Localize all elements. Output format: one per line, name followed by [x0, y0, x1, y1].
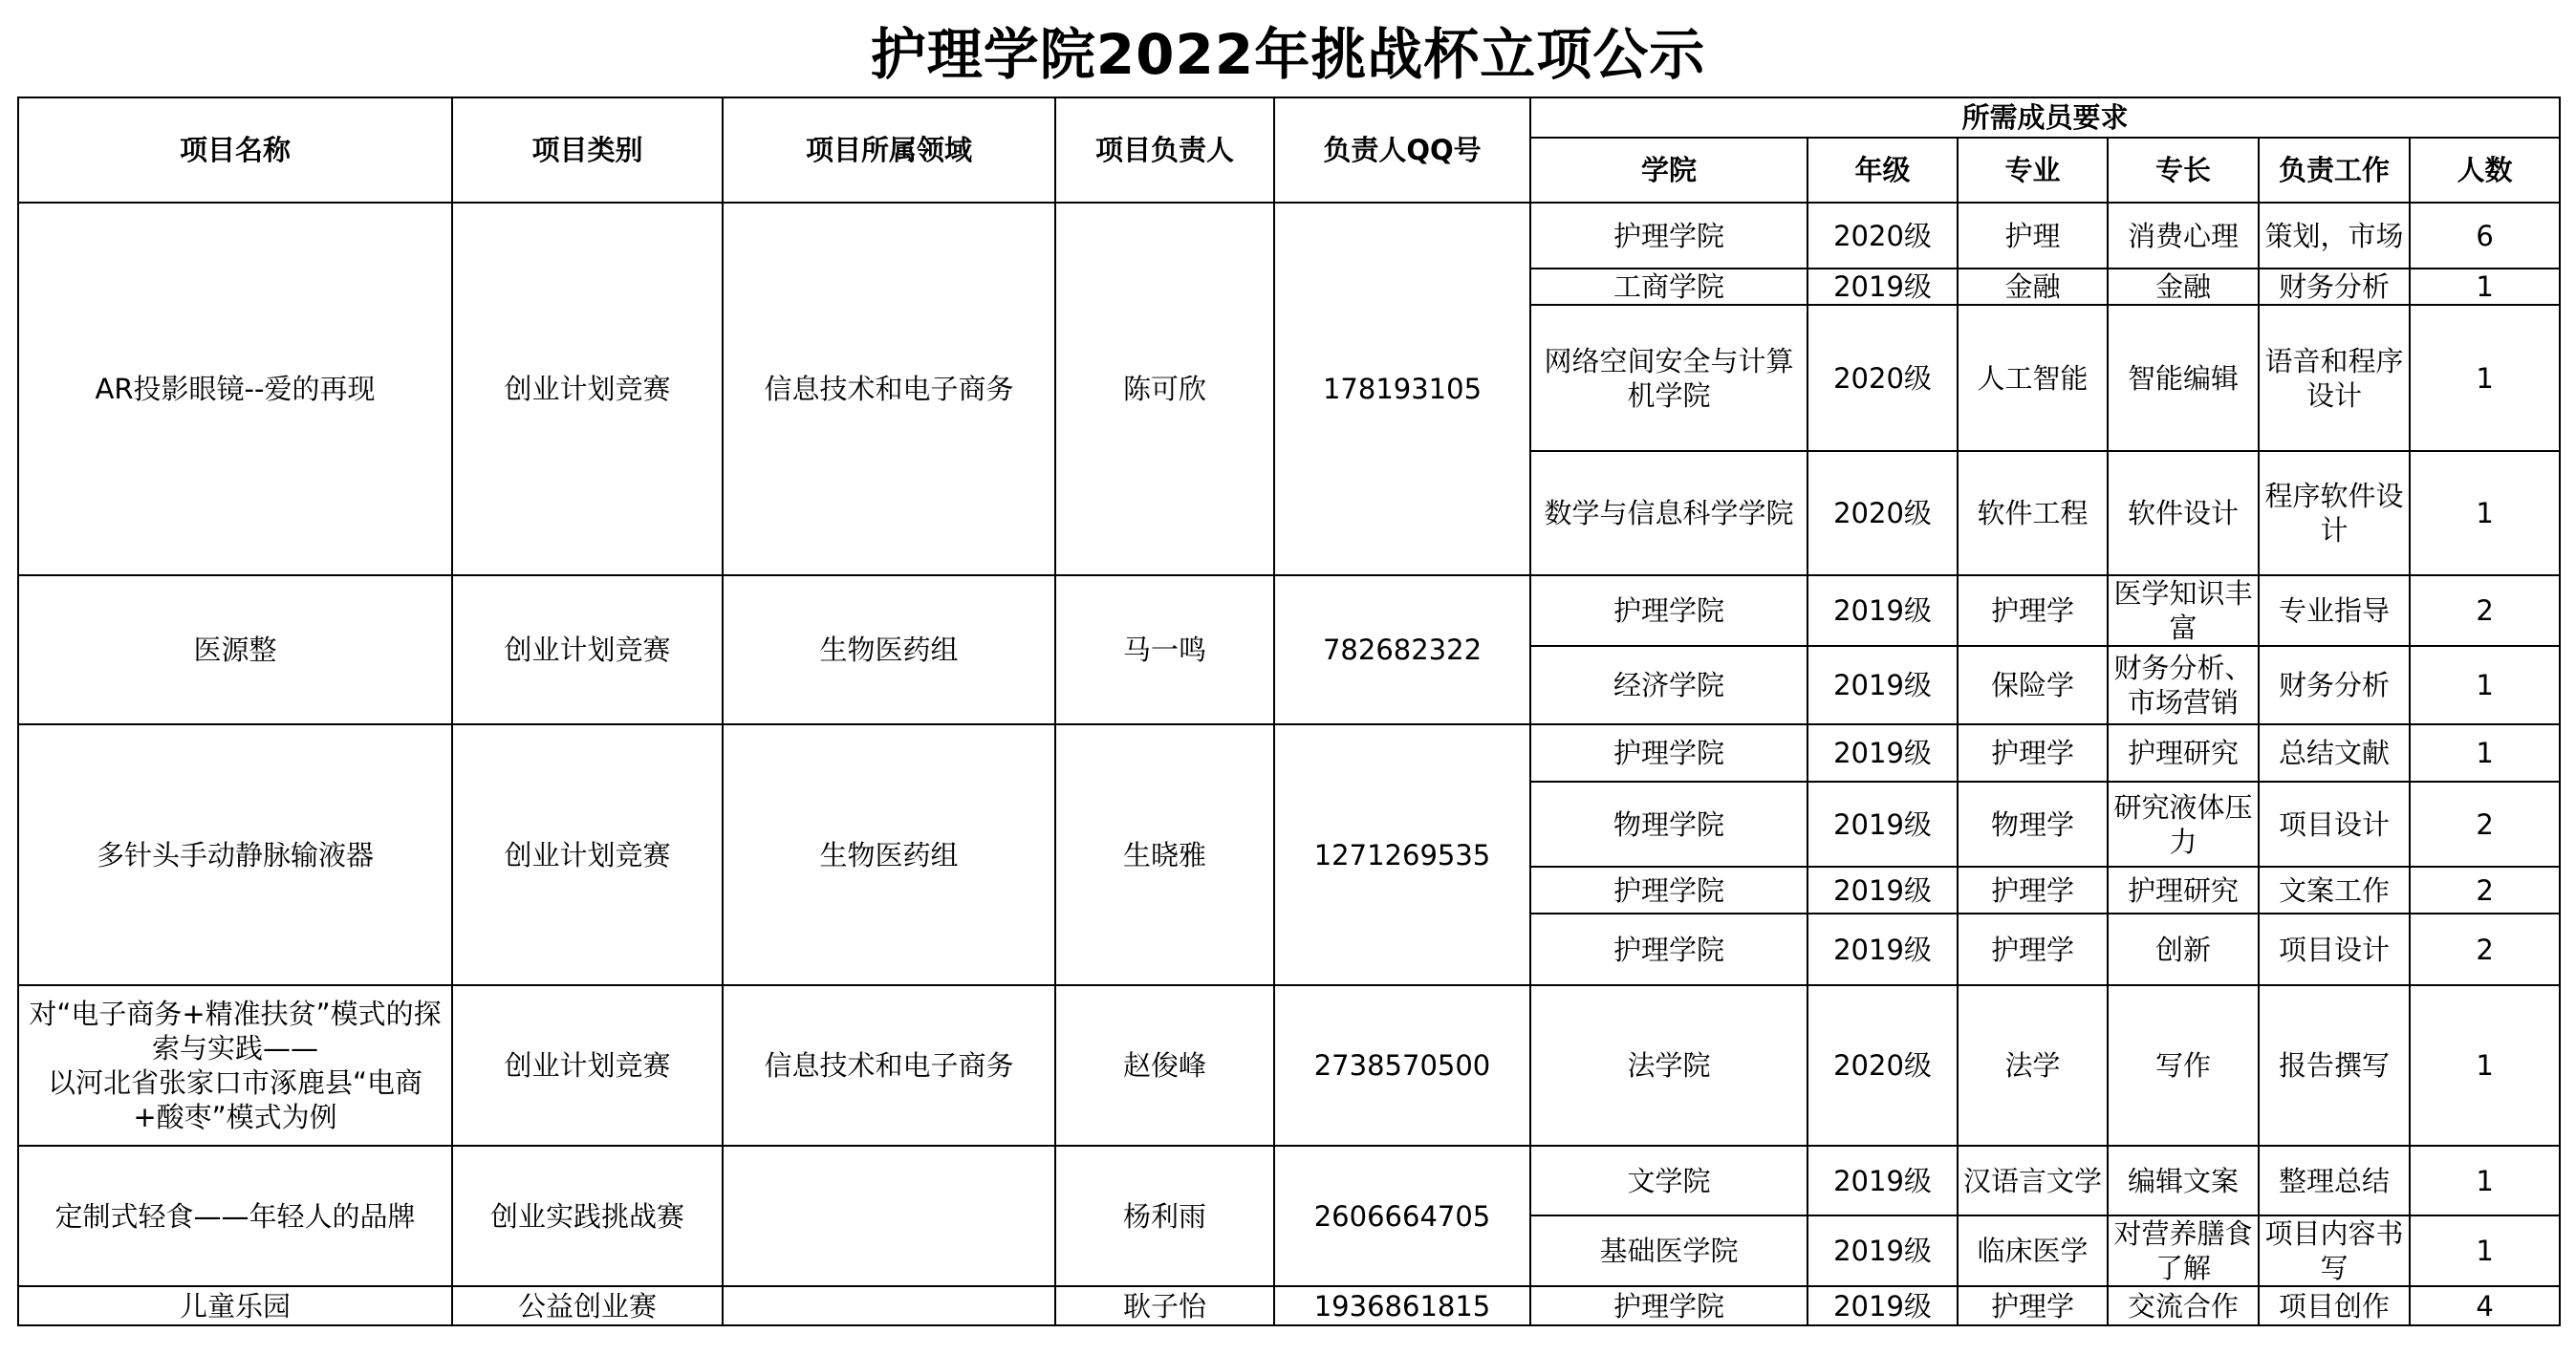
member-skill: 智能编辑: [2108, 305, 2259, 451]
member-count: 2: [2410, 867, 2560, 914]
header-skill: 专长: [2108, 138, 2259, 203]
member-major: 保险学: [1958, 646, 2108, 724]
member-duty: 文案工作: [2259, 867, 2410, 914]
member-skill: 金融: [2108, 269, 2259, 305]
member-count: 1: [2410, 724, 2560, 782]
table-row: [18, 985, 2560, 1146]
header-leader: 项目负责人: [1055, 97, 1274, 203]
project-name: 医源整: [18, 575, 452, 724]
member-college: 数学与信息科学学院: [1530, 451, 1808, 575]
project-name: 多针头手动静脉输液器: [18, 724, 452, 985]
project-leader: 耿子怡: [1055, 1286, 1274, 1325]
member-major: 临床医学: [1958, 1215, 2108, 1286]
member-skill: 财务分析、市场营销: [2108, 646, 2259, 724]
table-row: [18, 1146, 2560, 1215]
header-members-group: 所需成员要求: [1530, 97, 2560, 138]
member-college: 文学院: [1530, 1146, 1808, 1215]
member-skill: 软件设计: [2108, 451, 2259, 575]
header-grade: 年级: [1808, 138, 1958, 203]
member-grade: 2019级: [1808, 914, 1958, 985]
project-qq: 178193105: [1274, 203, 1530, 575]
project-name: [18, 985, 452, 1146]
member-grade: 2020级: [1808, 985, 1958, 1146]
member-skill: 消费心理: [2108, 203, 2259, 269]
member-grade: 2019级: [1808, 1146, 1958, 1215]
table-row: [18, 203, 2560, 269]
project-category: 创业计划竞赛: [452, 724, 723, 985]
member-major: 护理学: [1958, 867, 2108, 914]
project-field: 信息技术和电子商务: [723, 985, 1055, 1146]
member-major: 护理学: [1958, 1286, 2108, 1325]
member-duty: 总结文献: [2259, 724, 2410, 782]
member-grade: 2019级: [1808, 1286, 1958, 1325]
member-count: 1: [2410, 451, 2560, 575]
project-qq: 1936861815: [1274, 1286, 1530, 1325]
header-project-name: 项目名称: [18, 97, 452, 203]
member-college: 护理学院: [1530, 724, 1808, 782]
member-count: 6: [2410, 203, 2560, 269]
project-category: 创业实践挑战赛: [452, 1146, 723, 1286]
member-count: 2: [2410, 782, 2560, 867]
header-qq: 负责人QQ号: [1274, 97, 1530, 203]
member-duty: 财务分析: [2259, 646, 2410, 724]
project-leader: 马一鸣: [1055, 575, 1274, 724]
project-name-line: 对“电子商务+精准扶贫”模式的探索与实践——: [29, 998, 442, 1065]
member-major: 护理学: [1958, 575, 2108, 646]
member-duty: 项目设计: [2259, 782, 2410, 867]
member-duty: 报告撰写: [2259, 985, 2410, 1146]
project-name: 定制式轻食——年轻人的品牌: [18, 1146, 452, 1286]
member-duty: 语音和程序设计: [2259, 305, 2410, 451]
header-category: 项目类别: [452, 97, 723, 203]
member-skill: 编辑文案: [2108, 1146, 2259, 1215]
project-leader: 生晓雅: [1055, 724, 1274, 985]
member-duty: 专业指导: [2259, 575, 2410, 646]
member-duty: 整理总结: [2259, 1146, 2410, 1215]
header-field: 项目所属领域: [723, 97, 1055, 203]
member-skill: 交流合作: [2108, 1286, 2259, 1325]
member-skill: 护理研究: [2108, 867, 2259, 914]
member-duty: 策划，市场: [2259, 203, 2410, 269]
project-qq: 2606664705: [1274, 1146, 1530, 1286]
member-college: 护理学院: [1530, 914, 1808, 985]
project-leader: 陈可欣: [1055, 203, 1274, 575]
member-major: 护理学: [1958, 724, 2108, 782]
table-row: [18, 1286, 2560, 1325]
member-count: 1: [2410, 305, 2560, 451]
member-major: 软件工程: [1958, 451, 2108, 575]
project-leader: 杨利雨: [1055, 1146, 1274, 1286]
table-row: [18, 575, 2560, 646]
project-name: 儿童乐园: [18, 1286, 452, 1325]
member-grade: 2019级: [1808, 782, 1958, 867]
member-major: 护理学: [1958, 914, 2108, 985]
member-skill: 对营养膳食了解: [2108, 1215, 2259, 1286]
member-duty: 财务分析: [2259, 269, 2410, 305]
member-grade: 2020级: [1808, 203, 1958, 269]
page-title: 护理学院2022年挑战杯立项公示: [870, 22, 1706, 87]
table-row: [18, 724, 2560, 782]
project-field: 信息技术和电子商务: [723, 203, 1055, 575]
project-field: 生物医药组: [723, 724, 1055, 985]
member-grade: 2019级: [1808, 1215, 1958, 1286]
member-college: 护理学院: [1530, 867, 1808, 914]
project-name: AR投影眼镜--爱的再现: [18, 203, 452, 575]
project-table: [17, 97, 2561, 1326]
project-leader: 赵俊峰: [1055, 985, 1274, 1146]
member-college: 基础医学院: [1530, 1215, 1808, 1286]
project-category: 创业计划竞赛: [452, 575, 723, 724]
project-category: 创业计划竞赛: [452, 203, 723, 575]
project-category: 公益创业赛: [452, 1286, 723, 1325]
member-skill: 医学知识丰富: [2108, 575, 2259, 646]
project-qq: 2738570500: [1274, 985, 1530, 1146]
member-grade: 2019级: [1808, 646, 1958, 724]
member-grade: 2020级: [1808, 451, 1958, 575]
header-duty: 负责工作: [2259, 138, 2410, 203]
member-count: 1: [2410, 269, 2560, 305]
header-major: 专业: [1958, 138, 2108, 203]
project-name-line: 以河北省张家口市涿鹿县“电商+酸枣”模式为例: [47, 1066, 423, 1133]
member-major: 护理: [1958, 203, 2108, 269]
member-skill: 研究液体压力: [2108, 782, 2259, 867]
member-skill: 护理研究: [2108, 724, 2259, 782]
member-grade: 2019级: [1808, 575, 1958, 646]
project-category: 创业计划竞赛: [452, 985, 723, 1146]
project-qq: 782682322: [1274, 575, 1530, 724]
member-skill: 创新: [2108, 914, 2259, 985]
member-college: 护理学院: [1530, 1286, 1808, 1325]
member-count: 2: [2410, 575, 2560, 646]
member-major: 物理学: [1958, 782, 2108, 867]
member-college: 工商学院: [1530, 269, 1808, 305]
member-duty: 项目创作: [2259, 1286, 2410, 1325]
member-count: 1: [2410, 985, 2560, 1146]
header-college: 学院: [1530, 138, 1808, 203]
member-count: 2: [2410, 914, 2560, 985]
member-college: 护理学院: [1530, 575, 1808, 646]
member-grade: 2019级: [1808, 867, 1958, 914]
member-major: 金融: [1958, 269, 2108, 305]
header-count: 人数: [2410, 138, 2560, 203]
member-major: 人工智能: [1958, 305, 2108, 451]
member-college: 护理学院: [1530, 203, 1808, 269]
member-duty: 项目设计: [2259, 914, 2410, 985]
member-grade: 2019级: [1808, 269, 1958, 305]
project-field: 生物医药组: [723, 575, 1055, 724]
member-count: 1: [2410, 1215, 2560, 1286]
member-duty: 程序软件设计: [2259, 451, 2410, 575]
member-count: 1: [2410, 646, 2560, 724]
member-college: 法学院: [1530, 985, 1808, 1146]
member-skill: 写作: [2108, 985, 2259, 1146]
member-college: 网络空间安全与计算机学院: [1530, 305, 1808, 451]
project-field: [723, 1286, 1055, 1325]
project-field: [723, 1146, 1055, 1286]
member-grade: 2020级: [1808, 305, 1958, 451]
member-grade: 2019级: [1808, 724, 1958, 782]
member-college: 经济学院: [1530, 646, 1808, 724]
member-major: 汉语言文学: [1958, 1146, 2108, 1215]
member-college: 物理学院: [1530, 782, 1808, 867]
project-qq: 1271269535: [1274, 724, 1530, 985]
member-count: 4: [2410, 1286, 2560, 1325]
member-duty: 项目内容书写: [2259, 1215, 2410, 1286]
member-major: 法学: [1958, 985, 2108, 1146]
member-count: 1: [2410, 1146, 2560, 1215]
